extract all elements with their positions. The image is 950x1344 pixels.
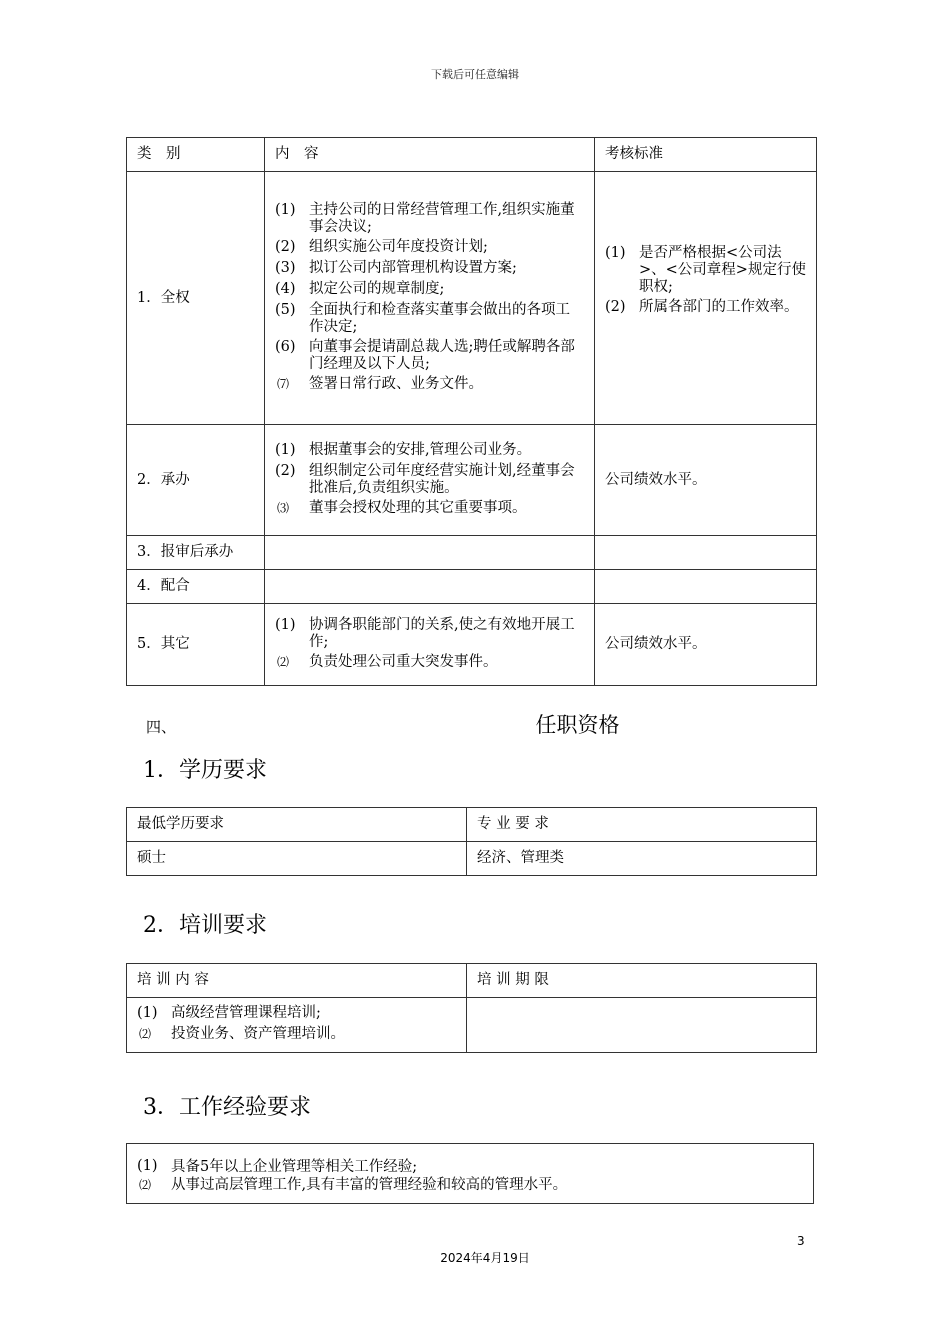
row-category: 3．报审后承办	[127, 536, 265, 570]
education-degree: 硕士	[127, 842, 467, 876]
training-header-period: 培 训 期 限	[467, 964, 817, 998]
education-header-major: 专 业 要 求	[467, 808, 817, 842]
experience-list	[137, 1158, 803, 1194]
list-item	[605, 244, 806, 296]
item-number: (4)	[275, 280, 296, 297]
item-text: 具备5年以上企业管理等相关工作经验;	[171, 1159, 418, 1175]
item-number: ⑵	[139, 1178, 152, 1192]
list-item	[275, 441, 584, 460]
item-text: 全面执行和检查落实董事会做出的各项工作决定;	[309, 301, 570, 335]
experience-box	[126, 1143, 814, 1204]
list-item	[275, 375, 584, 394]
item-number: (2)	[275, 462, 296, 479]
item-text: 协调各职能部门的关系,使之有效地开展工作;	[309, 616, 575, 650]
list-item	[275, 259, 584, 278]
row-criteria: 公司绩效水平。	[595, 604, 817, 686]
item-text: 是否严格根据<公司法>、<公司章程>规定行使职权;	[639, 245, 806, 295]
list-item	[275, 338, 584, 373]
list-item	[137, 1025, 456, 1044]
education-table	[126, 807, 817, 876]
item-text: 拟订公司内部管理机构设置方案;	[309, 259, 517, 276]
list-item	[275, 238, 584, 257]
education-major: 经济、管理类	[467, 842, 817, 876]
criteria-list	[605, 244, 806, 317]
content-list	[275, 616, 584, 672]
list-item	[605, 298, 806, 317]
header-category: 类 别	[127, 138, 265, 172]
page-header: 下载后可任意编辑	[431, 68, 519, 81]
footer-date: 2024年4月19日	[440, 1251, 530, 1265]
list-item	[275, 301, 584, 336]
training-list	[137, 1004, 456, 1044]
list-item	[137, 1158, 803, 1176]
education-heading: 1．学历要求	[143, 758, 267, 783]
table-row	[127, 570, 817, 604]
item-number: (6)	[275, 338, 296, 355]
duty-table-header-row	[127, 138, 817, 172]
table-row	[127, 425, 817, 536]
item-text: 从事过高层管理工作,具有丰富的管理经验和较高的管理水平。	[171, 1177, 568, 1193]
item-number: (1)	[275, 616, 296, 633]
item-text: 组织实施公司年度投资计划;	[309, 238, 488, 255]
section-title: 任职资格	[535, 713, 620, 737]
table-row	[127, 604, 817, 686]
item-number: (1)	[275, 201, 296, 218]
item-number: (2)	[275, 238, 296, 255]
item-number: (1)	[605, 245, 626, 261]
table-row	[127, 172, 817, 425]
item-number: (2)	[605, 299, 626, 315]
item-number: ⑺	[277, 376, 290, 391]
item-number: (5)	[275, 301, 296, 318]
row-criteria: 公司绩效水平。	[595, 425, 817, 536]
list-item	[275, 653, 584, 672]
list-item	[275, 499, 584, 518]
table-row	[127, 536, 817, 570]
row-category: 4．配合	[127, 570, 265, 604]
header-content: 内 容	[265, 138, 595, 172]
row-category: 2．承办	[127, 425, 265, 536]
item-number: ⑶	[277, 500, 290, 515]
item-text: 董事会授权处理的其它重要事项。	[309, 499, 527, 516]
list-item	[275, 616, 584, 651]
training-table	[126, 963, 817, 1053]
item-text: 签署日常行政、业务文件。	[309, 375, 483, 392]
page-number: 3	[797, 1234, 805, 1248]
header-criteria: 考核标准	[595, 138, 817, 172]
item-number: ⑵	[277, 654, 290, 669]
row-category: 1．全权	[127, 172, 265, 425]
duty-table	[126, 137, 817, 686]
item-text: 投资业务、资产管理培训。	[171, 1026, 345, 1042]
list-item	[137, 1004, 456, 1023]
item-text: 向董事会提请副总裁人选;聘任或解聘各部门经理及以下人员;	[309, 338, 575, 372]
item-number: (1)	[275, 441, 296, 458]
item-number: (1)	[137, 1005, 158, 1021]
list-item	[275, 201, 584, 236]
list-item	[275, 280, 584, 299]
item-number: (1)	[137, 1158, 158, 1174]
training-heading: 2．培训要求	[143, 913, 267, 938]
content-list	[275, 201, 584, 394]
education-header-degree: 最低学历要求	[127, 808, 467, 842]
item-text: 主持公司的日常经营管理工作,组织实施董事会决议;	[309, 201, 575, 235]
row-category: 5．其它	[127, 604, 265, 686]
list-item	[137, 1176, 803, 1194]
item-text: 拟定公司的规章制度;	[309, 280, 445, 297]
item-number: (3)	[275, 259, 296, 276]
content-list	[275, 441, 584, 518]
experience-heading: 3．工作经验要求	[143, 1095, 311, 1120]
section-number: 四、	[146, 718, 177, 736]
item-text: 根据董事会的安排,管理公司业务。	[309, 441, 532, 458]
item-text: 高级经营管理课程培训;	[171, 1005, 321, 1021]
list-item	[275, 462, 584, 497]
item-text: 所属各部门的工作效率。	[639, 299, 799, 315]
item-number: ⑵	[139, 1027, 152, 1041]
item-text: 负责处理公司重大突发事件。	[309, 653, 498, 670]
training-header-content: 培 训 内 容	[127, 964, 467, 998]
item-text: 组织制定公司年度经营实施计划,经董事会批准后,负责组织实施。	[309, 462, 575, 496]
